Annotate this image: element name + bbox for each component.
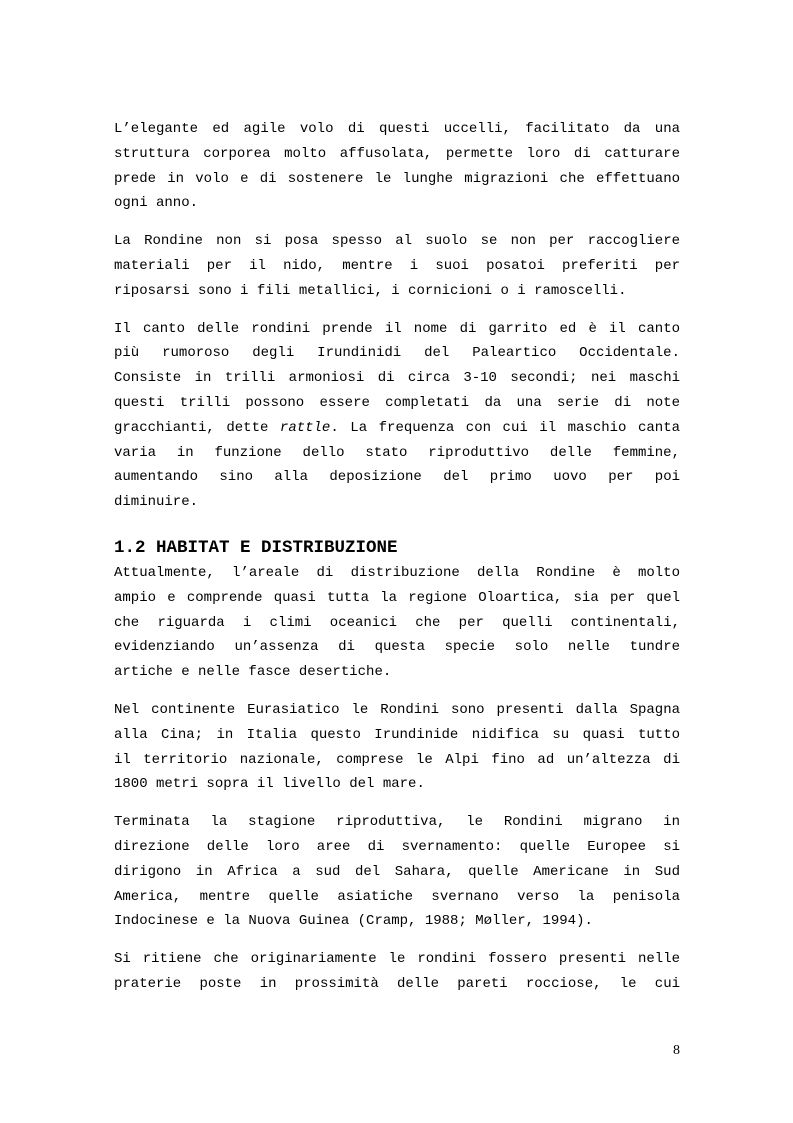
paragraph-perching [114,229,680,303]
paragraph-migration [114,810,680,934]
text-line: ampio e comprende quasi tutta la regione Oloartica, sia per quel [114,589,680,606]
text-line: ogni anno. [114,195,199,212]
text-line: Nel continente Eurasiatico le Rondini sono presenti dalla Spagna [114,701,680,718]
text-line: praterie poste in prossimità delle pareti rocciose, le cui [114,975,680,992]
text-line: Consiste in trilli armoniosi di circa 3-10 secondi; nei maschi [114,370,680,387]
text-segment: . La frequenza con cui il maschio canta [330,419,680,436]
text-line: che riguarda i climi oceanici che per quelli continentali, [114,614,680,631]
text-line: L’elegante ed agile volo di questi uccelli, facilitato da una [114,121,680,137]
text-line: riposarsi sono i fili metallici, i cornicioni o i ramoscelli. [114,282,627,299]
text-line: America, mentre quelle asiatiche svernano verso la penisola [114,888,680,905]
page-number: 8 [673,1043,680,1058]
text-line: prede in volo e di sostenere le lunghe migrazioni che effettuano [114,170,680,187]
text-line: Indocinese e la Nuova Guinea (Cramp, 1988; Møller, 1994). [114,913,593,930]
paragraph-range [114,561,680,685]
text-line: evidenziando un’assenza di questa specie solo nelle tundre [114,639,680,656]
text-line: varia in funzione dello stato riproduttivo delle femmine, [114,444,680,461]
text-line: La Rondine non si posa spesso al suolo se non per raccogliere [114,233,680,250]
text-line: struttura corporea molto affusolata, permette loro di catturare [114,145,680,162]
paragraph-song [114,317,680,515]
text-line: alla Cina; in Italia questo Irundinide nidifica su quasi tutto [114,726,680,743]
text-line: Terminata la stagione riproduttiva, le Rondini migrano in [114,814,680,831]
text-line: direzione delle loro aree di svernamento: quelle Europee si [114,838,680,855]
text-line: dirigono in Africa a sud del Sahara, quelle Americane in Sud [114,863,680,880]
text-line: diminuire. [114,494,199,511]
text-line: il territorio nazionale, comprese le Alpi fino ad un’altezza di [114,751,680,768]
text-line: Si ritiene che originariamente le rondini fossero presenti nelle [114,951,680,968]
paragraph-flight [114,117,680,216]
text-segment: gracchianti, dette [114,419,280,436]
text-line: 1800 metri sopra il livello del mare. [114,776,425,793]
text-line: materiali per il nido, mentre i suoi posatoi preferiti per [114,257,680,274]
text-line [114,416,680,441]
italic-term-rattle: rattle [279,419,331,436]
section-heading: 1.2 HABITAT E DISTRIBUZIONE [114,537,398,558]
text-line: Attualmente, l’areale di distribuzione della Rondine è molto [114,564,680,581]
page-body [114,117,680,1010]
text-line: aumentando sino alla deposizione del primo uovo per poi [114,469,680,486]
paragraph-origin [114,947,680,997]
text-line: questi trilli possono essere completati da una serie di note [114,394,680,411]
text-line: artiche e nelle fasce desertiche. [114,664,392,681]
text-line: più rumoroso degli Irundinidi del Paleartico Occidentale. [114,345,680,362]
text-line: Il canto delle rondini prende il nome di garrito ed è il canto [114,320,680,337]
paragraph-eurasia [114,698,680,797]
